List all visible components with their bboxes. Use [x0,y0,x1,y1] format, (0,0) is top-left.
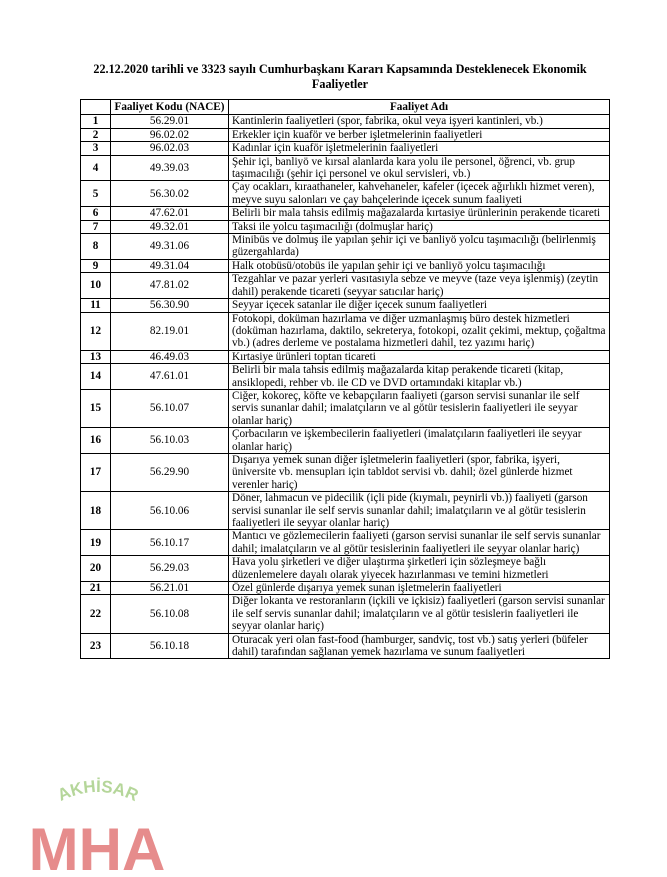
table-row [81,312,610,350]
activity-code: 82.19.01 [111,312,229,350]
activity-code: 56.10.17 [111,530,229,556]
activity-code: 56.10.03 [111,428,229,454]
watermark-top-text: AKHİSAR [54,776,142,806]
row-number: 3 [81,142,111,155]
activity-name: Seyyar içecek satanlar ile diğer içecek sunum faaliyetleri [229,299,610,312]
activity-code: 56.10.06 [111,492,229,530]
table-row [81,530,610,556]
activity-name: Hava yolu şirketleri ve diğer ulaştırma şirketleri için sözleşmeye bağlı düzenlemelere dayalı olarak yiyecek hazırlanması ve temini hizmetleri [229,556,610,582]
table-row [81,556,610,582]
activity-name: Halk otobüsü/otobüs ile yapılan şehir içi ve banliyö yolcu taşımacılığı [229,259,610,272]
table-header-row [81,100,610,115]
activity-name: Çay ocakları, kıraathaneler, kahvehaneler, kafeler (içecek ağırlıklı hizmet veren), meyve suyu salonları ve çay bahçelerinde içecek sunum faaliyeti [229,181,610,207]
activity-name: Taksi ile yolcu taşımacılığı (dolmuşlar hariç) [229,220,610,233]
table-row [81,115,610,128]
row-number: 6 [81,207,111,220]
activity-name: Kırtasiye ürünleri toptan ticareti [229,350,610,363]
row-number: 20 [81,556,111,582]
activity-code: 56.21.01 [111,582,229,595]
table-row [81,234,610,260]
table-row [81,181,610,207]
activity-name: Minibüs ve dolmuş ile yapılan şehir içi ve banliyö yolcu taşımacılığı (belirlenmiş güzergahlarda) [229,234,610,260]
table-row [81,492,610,530]
row-number: 8 [81,234,111,260]
row-number: 15 [81,389,111,427]
activity-name: Şehir içi, banliyö ve kırsal alanlarda kara yolu ile personel, öğrenci, vb. grup taşımacılığı (şehir içi personel ve okul servisleri, vb.) [229,155,610,181]
activity-code: 56.30.02 [111,181,229,207]
activity-name: Dışarıya yemek sunan diğer işletmelerin faaliyetleri (spor, fabrika, işyeri, üniversite vb. mensupları için tabldot servisi vb. dahil; özel günlerde hizmet verenler hariç) [229,453,610,491]
activity-code: 96.02.03 [111,142,229,155]
activity-code: 56.29.01 [111,115,229,128]
row-number: 18 [81,492,111,530]
row-number: 4 [81,155,111,181]
activity-name: Döner, lahmacun ve pidecilik (içli pide (kıymalı, peynirli vb.)) faaliyeti (garson servisi sunanlar ile self servis sunanlar dahil; imalatçıların ve al götür tesislerin faaliyetleri ile seyyar olanlar hariç) [229,492,610,530]
row-number: 13 [81,350,111,363]
header-number [81,100,111,115]
watermark-main-text: MHA [28,816,166,876]
activity-code: 49.39.03 [111,155,229,181]
row-number: 23 [81,633,111,659]
row-number: 7 [81,220,111,233]
activity-code: 56.29.90 [111,453,229,491]
table-row [81,582,610,595]
row-number: 19 [81,530,111,556]
row-number: 21 [81,582,111,595]
activity-code: 56.10.08 [111,595,229,633]
activity-name: Oturacak yeri olan fast-food (hamburger, sandviç, tost vb.) satış yerleri (büfeler dahil) tarafından sağlanan yemek hazırlama ve sunum faaliyetleri [229,633,610,659]
row-number: 10 [81,273,111,299]
activity-code: 56.29.03 [111,556,229,582]
table-row [81,142,610,155]
table-row [81,453,610,491]
table-row [81,207,610,220]
activity-name: Çorbacıların ve işkembecilerin faaliyetleri (imalatçıların faaliyetleri ile seyyar olanlar hariç) [229,428,610,454]
table-row [81,128,610,141]
activity-name: Kantinlerin faaliyetleri (spor, fabrika, okul veya işyeri kantinleri, vb.) [229,115,610,128]
mha-watermark-logo [12,768,182,876]
activity-code: 49.31.06 [111,234,229,260]
table-row [81,595,610,633]
row-number: 2 [81,128,111,141]
activity-name: Tezgahlar ve pazar yerleri vasıtasıyla sebze ve meyve (taze veya işlenmiş) (zeytin dahil) perakende ticareti (seyyar satıcılar hariç) [229,273,610,299]
row-number: 17 [81,453,111,491]
row-number: 11 [81,299,111,312]
activity-code: 56.10.18 [111,633,229,659]
header-name: Faaliyet Adı [229,100,610,115]
activity-name: Belirli bir mala tahsis edilmiş mağazalarda kitap perakende ticareti (kitap, ansiklopedi, rehber vb. ile CD ve DVD ortamındaki kitaplar vb.) [229,364,610,390]
activity-name: Diğer lokanta ve restoranların (içkili ve içkisiz) faaliyetleri (garson servisi sunanlar ile self servis sunanlar dahil; imalatçıların ve al götür tesislerin faaliyetleri ile seyyar olanlar hariç) [229,595,610,633]
activity-name: Erkekler için kuaför ve berber işletmelerinin faaliyetleri [229,128,610,141]
table-row [81,259,610,272]
row-number: 9 [81,259,111,272]
activity-name: Fotokopi, doküman hazırlama ve diğer uzmanlaşmış büro destek hizmetleri (doküman hazırlama, daktilo, sekreterya, fotokopi, ozalit çekimi, mektup, çoğaltma vb.) (adres derleme ve postalama hizmetleri dahil, tez yazımı hariç) [229,312,610,350]
activity-code: 47.61.01 [111,364,229,390]
row-number: 5 [81,181,111,207]
activity-code: 49.32.01 [111,220,229,233]
activity-code: 49.31.04 [111,259,229,272]
table-row [81,220,610,233]
activity-name: Mantıcı ve gözlemecilerin faaliyeti (garson servisi sunanlar ile self servis sunanlar dahil; imalatçıların ve al götür tesislerinin faaliyetleri ile seyyar olanlar hariç) [229,530,610,556]
table-row [81,633,610,659]
activity-name: Belirli bir mala tahsis edilmiş mağazalarda kırtasiye ürünlerinin perakende ticareti [229,207,610,220]
activity-code: 96.02.02 [111,128,229,141]
row-number: 1 [81,115,111,128]
row-number: 14 [81,364,111,390]
table-row [81,389,610,427]
row-number: 12 [81,312,111,350]
table-row [81,299,610,312]
activity-name: Ciğer, kokoreç, köfte ve kebapçıların faaliyeti (garson servisi sunanlar ile self servis sunanlar dahil; imalatçıların ve al götür tesislerin faaliyetleri ile seyyar olanlar hariç) [229,389,610,427]
document-title: 22.12.2020 tarihli ve 3323 sayılı Cumhurbaşkanı Kararı Kapsamında Desteklenecek Ekonomik Faaliyetler [93,62,587,91]
table-row [81,350,610,363]
row-number: 22 [81,595,111,633]
activity-name: Kadınlar için kuaför işletmelerinin faaliyetleri [229,142,610,155]
activity-code: 47.81.02 [111,273,229,299]
table-row [81,428,610,454]
table-row [81,273,610,299]
row-number: 16 [81,428,111,454]
activity-code: 56.10.07 [111,389,229,427]
table-row [81,155,610,181]
header-code: Faaliyet Kodu (NACE) [111,100,229,115]
activity-code: 46.49.03 [111,350,229,363]
activities-table [80,99,610,659]
activity-code: 47.62.01 [111,207,229,220]
activity-name: Özel günlerde dışarıya yemek sunan işletmelerin faaliyetleri [229,582,610,595]
activity-code: 56.30.90 [111,299,229,312]
table-row [81,364,610,390]
